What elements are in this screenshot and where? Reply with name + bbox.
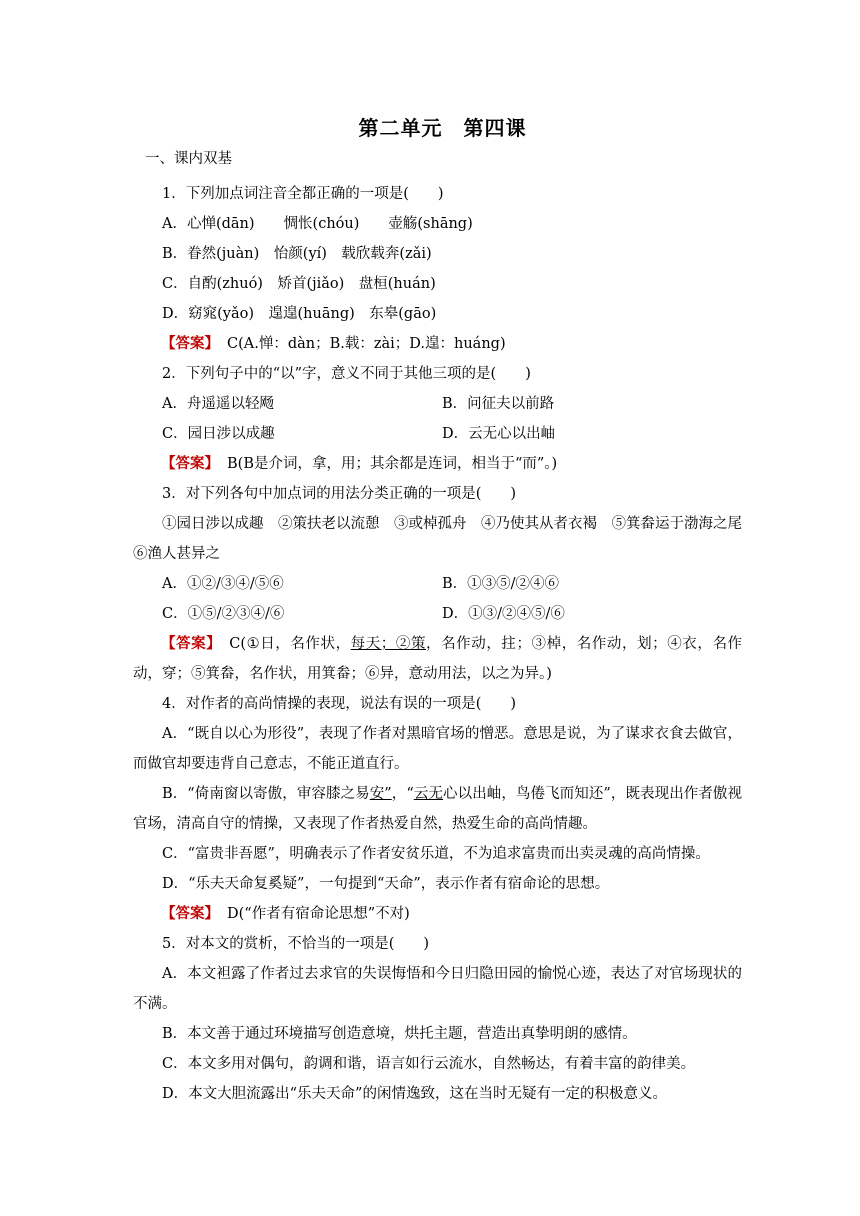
question-1-stem: 1．下列加点词注音全都正确的一项是( ) [162, 186, 444, 202]
question-1-option-a: A．心惮(dān) 惆怅(chóu) 壶觞(shāng) [162, 216, 473, 232]
question-2-stem: 2．下列句子中的“以”字，意义不同于其他三项的是( ) [162, 366, 531, 382]
question-3-option-d: D．①③/②④⑤/⑥ [442, 606, 565, 622]
option-b-text-start: B．“倚南窗以寄傲，审容膝之易 [162, 786, 370, 802]
question-5-option-c: C．本文多用对偶句，韵调和谐，语言如行云流水，自然畅达，有着丰富的韵律美。 [162, 1056, 696, 1072]
page-title: 第二单元 第四课 [358, 116, 527, 140]
question-4-option-b [133, 779, 742, 839]
question-3-stem: 3．对下列各句中加点词的用法分类正确的一项是( ) [162, 486, 517, 502]
question-5-option-d: D．本文大胆流露出“乐夫天命”的闲情逸致，这在当时无疑有一定的积极意义。 [162, 1086, 667, 1102]
answer-tag: 【答案】 [161, 455, 219, 472]
answer-text-end: ，名作动，拄；③棹，名作动，划；④衣，名作动，穿；⑤箕畚，名作状，用箕畚；⑥异，意动用法，以之为异。) [133, 636, 743, 682]
question-4-option-d: D．“乐夫天命复奚疑”，一句提到“天命”，表示作者有宿命论的思想。 [162, 876, 610, 892]
question-5-stem: 5．对本文的赏析，不恰当的一项是( ) [162, 936, 430, 952]
question-4-option-a: A．“既自以心为形役”，表现了作者对黑暗官场的憎恶。意思是说，为了谋求衣食去做官，而做官却要违背自己意志，不能正道直行。 [133, 726, 742, 772]
question-4 [133, 689, 742, 929]
option-b-underlined-2: 云无 [413, 786, 444, 802]
question-3-option-c: C．①⑤/②③④/⑥ [162, 606, 285, 622]
question-1-answer [133, 329, 742, 359]
question-3-option-b: B．①③⑤/②④⑥ [442, 576, 560, 592]
question-3-answer [133, 629, 742, 689]
question-3-option-a: A．①②/③④/⑤⑥ [162, 576, 284, 592]
question-1-option-c: C．自酌(zhuó) 矫首(jiǎo) 盘桓(huán) [162, 276, 436, 292]
question-1 [133, 179, 742, 359]
answer-text: D(“作者有宿命论思想”不对) [227, 906, 410, 922]
question-4-answer [133, 899, 742, 929]
answer-tag: 【答案】 [161, 905, 219, 922]
question-3-options-row-1 [133, 569, 742, 599]
option-b-text-end: 心以出岫，鸟倦飞而知还”，既表现出作者傲视官场，清高自守的情操，又表现了作者热爱自然，热爱生命的高尚情趣。 [133, 786, 742, 832]
question-4-stem: 4．对作者的高尚情操的表现，说法有误的一项是( ) [162, 696, 517, 712]
option-b-text-mid: ，“ [391, 786, 414, 802]
question-2-answer [133, 449, 742, 479]
answer-text: B(B是介词，拿，用；其余都是连词，相当于“而”。) [227, 456, 558, 472]
question-2-options-row-1 [133, 389, 742, 419]
question-5-option-a: A．本文袒露了作者过去求官的失误悔悟和今日归隐田园的愉悦心迹，表达了对官场现状的不满。 [133, 966, 742, 1012]
question-1-option-d: D．窈窕(yǎo) 遑遑(huāng) 东皋(gāo) [162, 306, 437, 322]
question-2-option-d: D．云无心以出岫 [442, 426, 556, 442]
question-2 [133, 359, 742, 479]
question-4-option-c: C．“富贵非吾愿”，明确表示了作者安贫乐道，不为追求富贵而出卖灵魂的高尚情操。 [162, 846, 710, 862]
question-2-option-a: A．舟遥遥以轻飏 [162, 396, 274, 412]
question-2-option-b: B．问征夫以前路 [442, 396, 555, 412]
answer-text: C(A.惮：dàn；B.载：zài；D.遑：huáng) [227, 336, 506, 352]
answer-text-start: C(①日，名作状， [229, 636, 351, 652]
question-5-option-b: B．本文善于通过环境描写创造意境，烘托主题，营造出真挚明朗的感情。 [162, 1026, 637, 1042]
question-1-option-b: B．眷然(juàn) 怡颜(yí) 载欣载奔(zǎi) [162, 246, 432, 262]
question-5 [133, 929, 742, 1109]
answer-underlined-text: 每天；②策 [350, 636, 427, 652]
section-heading: 一、课内双基 [145, 151, 232, 167]
answer-tag: 【答案】 [161, 335, 219, 352]
question-3-items: ①园日涉以成趣 ②策扶老以流憩 ③或棹孤舟 ④乃使其从者衣褐 ⑤箕畚运于渤海之尾 ⑥渔人甚异之 [133, 516, 757, 562]
answer-tag: 【答案】 [161, 635, 222, 652]
question-3 [133, 479, 757, 689]
question-3-options-row-2 [133, 599, 742, 629]
option-b-underlined-1: 安” [369, 786, 392, 802]
question-2-option-c: C．园日涉以成趣 [162, 426, 275, 442]
question-2-options-row-2 [133, 419, 742, 449]
